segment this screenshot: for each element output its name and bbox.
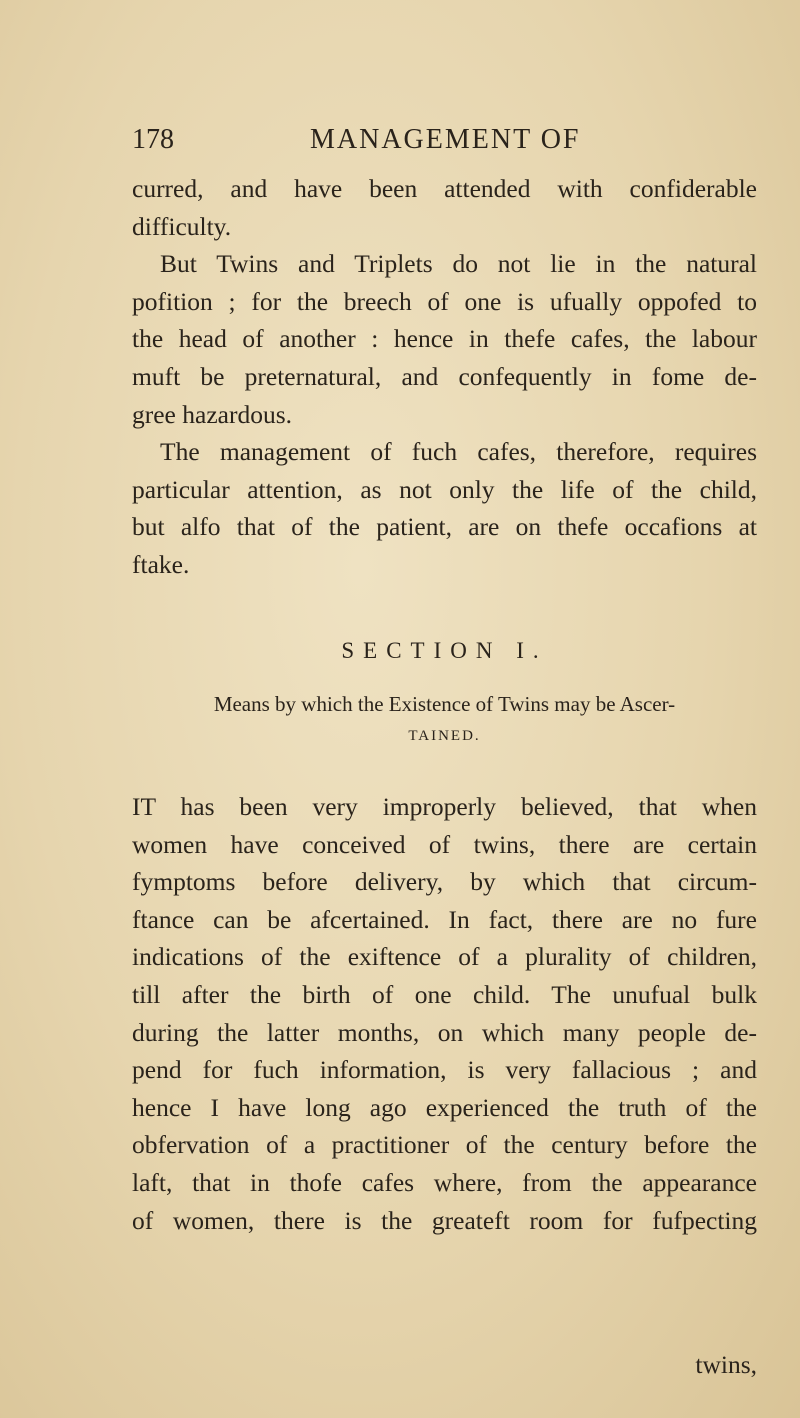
text-line: gree hazardous. xyxy=(132,399,292,429)
section-title-line-1: Means by which the Existence of Twins may be Ascer- xyxy=(213,692,676,716)
text-line: fymptoms before delivery, by which that circum- xyxy=(132,867,757,897)
text-line: ftake. xyxy=(132,549,190,579)
section-heading: SECTION I. xyxy=(341,638,548,663)
running-head: MANAGEMENT OF xyxy=(310,124,581,155)
text-line: But Twins and Triplets do not lie in the natural xyxy=(160,249,757,279)
text-line: ftance can be afcertained. In fact, there are no fure xyxy=(132,904,757,934)
body-text-section xyxy=(132,788,757,1239)
text-line: muft be preternatural, and confequently in fome de- xyxy=(132,361,757,391)
text-line: The management of fuch cafes, therefore, requires xyxy=(160,437,757,467)
text-line: pend for fuch information, is very fallacious ; and xyxy=(132,1055,757,1085)
section-title xyxy=(132,688,757,752)
text-line: pofition ; for the breech of one is ufually oppofed to xyxy=(132,286,757,316)
text-line: obfervation of a practitioner of the century before the xyxy=(132,1130,757,1160)
catchword: twins, xyxy=(695,1350,757,1379)
page-header xyxy=(132,112,752,162)
text-line: hence I have long ago experienced the truth of the xyxy=(132,1092,757,1122)
text-line: of women, there is the greateft room for fufpecting xyxy=(132,1205,757,1235)
body-text-top xyxy=(132,170,757,584)
text-line: till after the birth of one child. The unufual bulk xyxy=(132,979,757,1009)
page-number: 178 xyxy=(132,124,174,155)
text-line: laft, that in thofe cafes where, from the appearance xyxy=(132,1167,757,1197)
text-line: particular attention, as not only the life of the child, xyxy=(132,474,757,504)
text-line: IT has been very improperly believed, that when xyxy=(132,792,757,821)
text-line: difficulty. xyxy=(132,211,232,241)
text-line: the head of another : hence in thefe cafes, the labour xyxy=(132,324,757,354)
text-line: indications of the exiftence of a plurality of children, xyxy=(132,942,757,972)
text-line: but alfo that of the patient, are on thefe occafions at xyxy=(132,512,757,542)
text-line: women have conceived of twins, there are certain xyxy=(132,829,757,859)
text-line: during the latter months, on which many people de- xyxy=(132,1017,757,1047)
text-line: curred, and have been attended with confiderable xyxy=(132,174,757,203)
section-title-line-2: TAINED. xyxy=(408,728,481,744)
